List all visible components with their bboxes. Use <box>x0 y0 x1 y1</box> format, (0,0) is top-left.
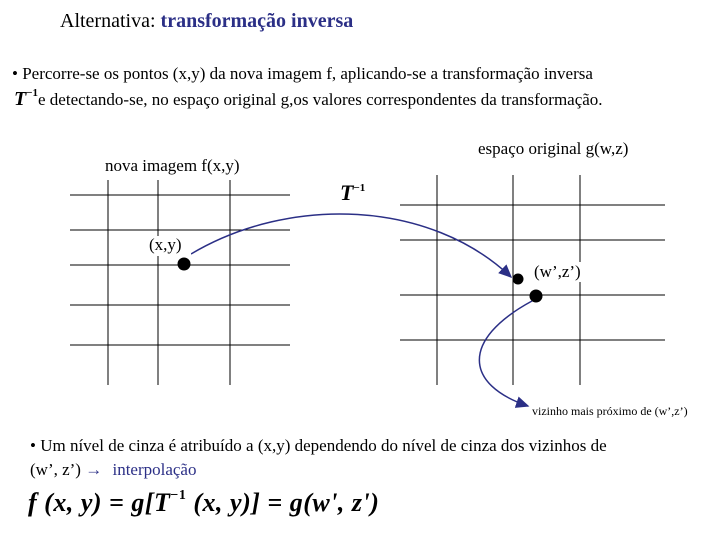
left-grid-label: nova imagem f(x,y) <box>105 156 240 175</box>
point-xy <box>178 258 191 271</box>
bullet-2-line-2 <box>30 460 196 480</box>
formula-rhs: (x, y)] = g(w', z') <box>186 488 380 517</box>
bullet-2-line-1 <box>30 436 607 456</box>
title-highlight: transformação inversa <box>160 10 354 32</box>
right-arrow-icon: → <box>85 460 103 479</box>
bullet-dot: • <box>30 436 36 455</box>
arrow-transform-label: $T^{-1}$ <box>340 180 366 205</box>
formula-T: T <box>154 488 171 517</box>
interpolation-formula <box>28 488 379 518</box>
bullet-2-text-1: Um nível de cinza é atribuído a (x,y) dependendo do nível de cinza dos vizinhos de <box>40 436 607 455</box>
point-xy-label: (x,y) <box>149 235 182 254</box>
neighbor-arrow <box>479 301 532 406</box>
title-prefix: Alternativa: <box>60 10 161 32</box>
interpolation-term: interpolação <box>112 460 197 479</box>
formula-exp: −1 <box>170 488 187 503</box>
formula-lhs: f (x, y) = g[ <box>28 488 154 517</box>
point-wz-label: (w’,z’) <box>534 262 581 281</box>
bullet-dot: • <box>12 64 18 83</box>
right-grid-label: espaço original g(w,z) <box>478 139 629 158</box>
point-wz <box>513 274 524 285</box>
neighbor-label: vizinho mais próximo de (w’,z’) <box>532 404 688 418</box>
inverse-mapping-arrow <box>191 214 511 277</box>
bullet-1-text-2: e detectando-se, no espaço original g,os valores correspondentes da transformação. <box>38 90 603 109</box>
bullet-2-prefix: (w’, z’) <box>30 460 86 479</box>
inverse-transform-symbol: $T^{-1}$ <box>14 87 38 110</box>
bullet-1-text-1: Percorre-se os pontos (x,y) da nova imagem f, aplicando-se a transformação inversa <box>22 64 593 83</box>
left-grid <box>70 180 290 385</box>
